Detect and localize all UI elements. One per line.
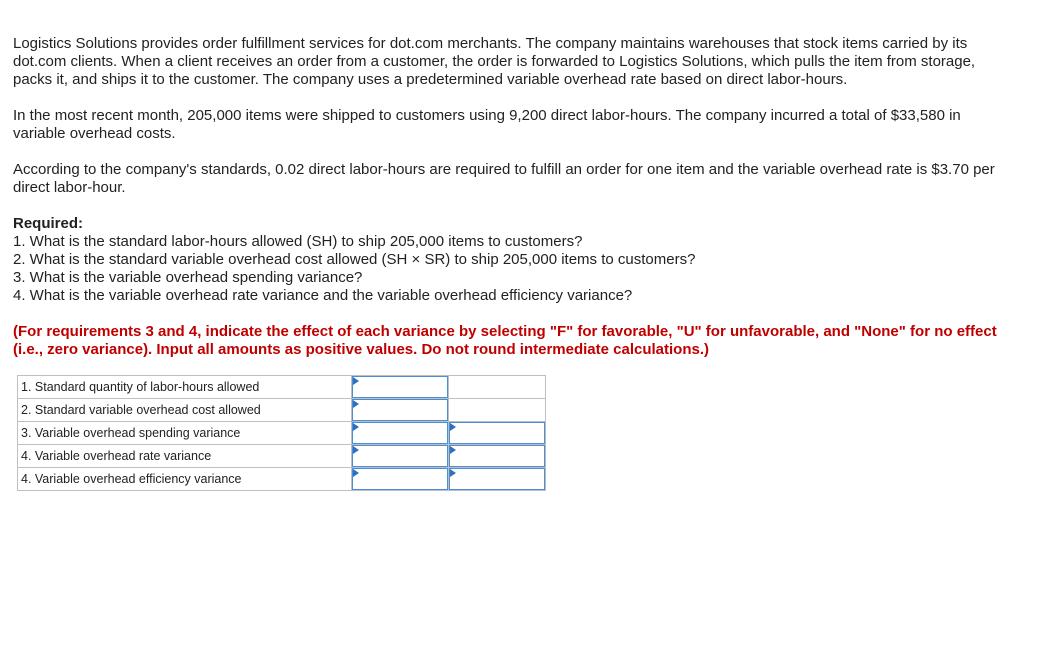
row-label: 3. Variable overhead spending variance (18, 422, 352, 445)
dropdown-marker-icon (450, 446, 456, 454)
input-marker-icon (353, 469, 359, 477)
table-row (18, 468, 546, 491)
table-row (18, 399, 546, 422)
dropdown-marker-icon (450, 469, 456, 477)
requirement-item: 4. What is the variable overhead rate variance and the variable overhead efficiency variance? (13, 287, 633, 304)
row-label: 4. Variable overhead efficiency variance (18, 468, 352, 491)
empty-cell (449, 376, 546, 399)
answer-table (17, 375, 546, 491)
amount-input[interactable] (352, 422, 449, 445)
problem-content (13, 35, 1013, 491)
instruction-text: (For requirements 3 and 4, indicate the effect of each variance by selecting "F" for favorable, "U" for unfavorable, and "None" for no effect (i.e., zero variance). Input all amounts as positive values. Do not round intermediate calculations.) (13, 323, 997, 358)
effect-select[interactable] (449, 468, 546, 491)
requirement-item: 1. What is the standard labor-hours allowed (SH) to ship 205,000 items to customers? (13, 233, 583, 250)
input-marker-icon (353, 446, 359, 454)
amount-input[interactable] (352, 399, 449, 422)
requirement-item: 2. What is the standard variable overhead cost allowed (SH × SR) to ship 205,000 items to customers? (13, 251, 696, 268)
table-row (18, 422, 546, 445)
required-heading: Required: (13, 215, 84, 232)
empty-cell (449, 399, 546, 422)
row-label: 1. Standard quantity of labor-hours allowed (18, 376, 352, 399)
amount-input[interactable] (352, 376, 449, 399)
amount-input[interactable] (352, 445, 449, 468)
dropdown-marker-icon (450, 423, 456, 431)
row-label: 2. Standard variable overhead cost allowed (18, 399, 352, 422)
input-marker-icon (353, 400, 359, 408)
standards-paragraph: According to the company's standards, 0.02 direct labor-hours are required to fulfill an order for one item and the variable overhead rate is $3.70 per direct labor-hour. (13, 161, 995, 196)
requirements-list (13, 233, 1013, 305)
table-row (18, 376, 546, 399)
month-data-paragraph: In the most recent month, 205,000 items were shipped to customers using 9,200 direct labor-hours. The company incurred a total of $33,580 in variable overhead costs. (13, 107, 961, 142)
row-label: 4. Variable overhead rate variance (18, 445, 352, 468)
effect-select[interactable] (449, 445, 546, 468)
table-row (18, 445, 546, 468)
intro-paragraph: Logistics Solutions provides order fulfillment services for dot.com merchants. The company maintains warehouses that stock items carried by its dot.com clients. When a client receives an order from a customer, the order is forwarded to Logistics Solutions, which pulls the item from storage, packs it, and ships it to the customer. The company uses a predetermined variable overhead rate based on direct labor-hours. (13, 35, 976, 88)
requirement-item: 3. What is the variable overhead spending variance? (13, 269, 363, 286)
input-marker-icon (353, 423, 359, 431)
amount-input[interactable] (352, 468, 449, 491)
effect-select[interactable] (449, 422, 546, 445)
input-marker-icon (353, 377, 359, 385)
